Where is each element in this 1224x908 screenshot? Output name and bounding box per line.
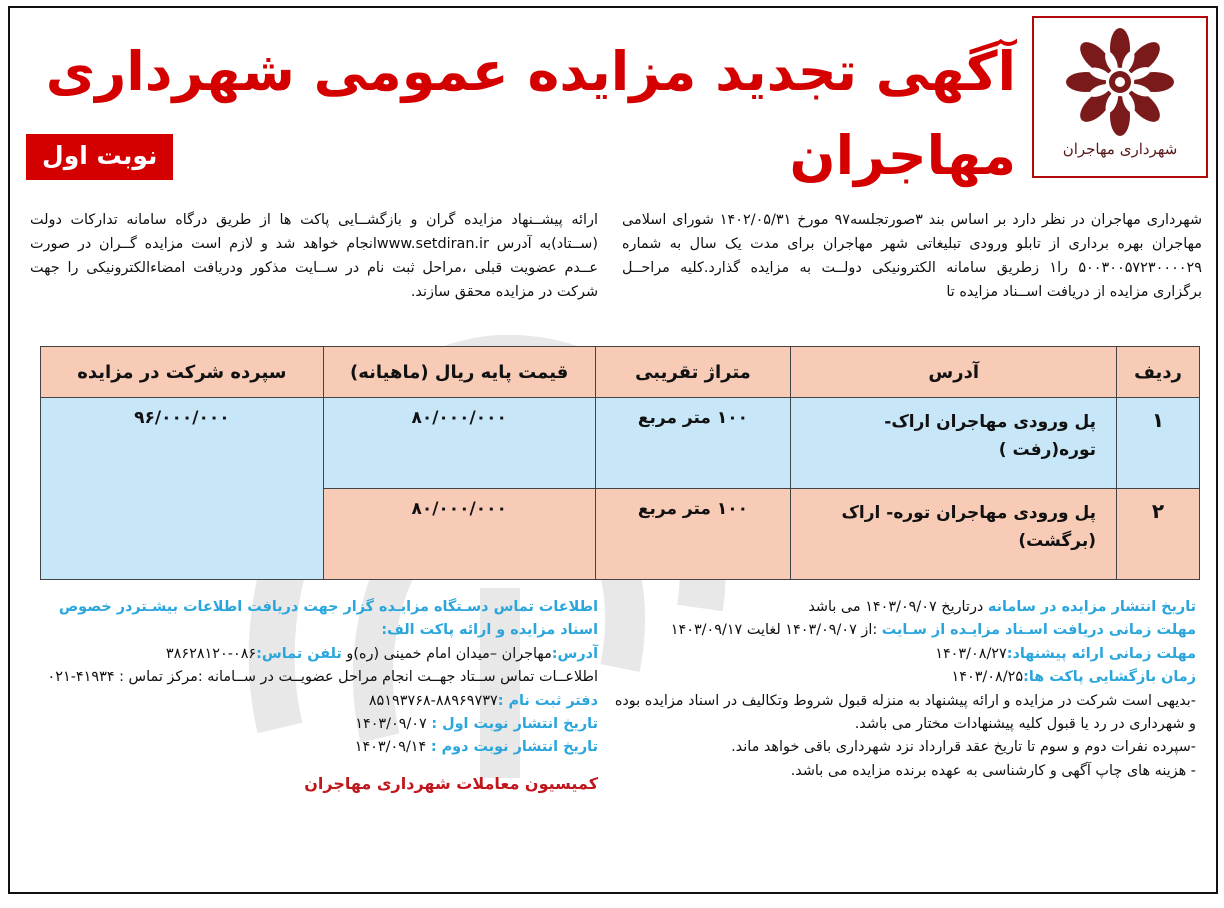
setad-contact-line: اطلاعــات تماس ســتاد جهــت انجام مراحل عضویــت در ســامانه :مرکز تماس : ۴۱۹۳۴-۰۲۱: [47, 669, 598, 686]
row-area: ۱۰۰ متر مربع: [595, 489, 791, 580]
first-publish-line: تاریخ انتشار نوبت اول : ۱۴۰۳/۰۹/۰۷: [355, 716, 598, 733]
publish-date-line: تاریخ انتشار مزایده در سامانه درتاریخ ۱۴۰۳/۰۹/۰۷ می باشد: [808, 599, 1196, 615]
row-address: پل ورودی مهاجران توره- اراک (برگشت): [791, 489, 1117, 580]
row-base-price: ۸۰/۰۰۰/۰۰۰: [323, 489, 595, 580]
turn-badge: نوبت اول: [26, 134, 173, 180]
intro-paragraph-right: شهرداری مهاجران در نظر دارد بر اساس بند ۳صورتجلسه۹۷ مورخ ۱۴۰۲/۰۵/۳۱ شورای اسلامی مهاجران بهره برداری از تابلو ورودی تبلیغاتی شهر مهاجران برای مدت یک سال به شماره ۵۰۰۳۰۰۵۷۲۳۰۰۰۰۲۹ را۱ زطریق سامانه الکترونیکی دولــت به مزایده گذارد.کلیه مراحــل برگزاری مزایده از دریافت اســناد مزایده تا: [622, 212, 1203, 300]
offer-deadline-line: مهلت زمانی ارائه پیشنهاد:۱۴۰۳/۰۸/۲۷: [935, 645, 1196, 662]
auction-table: [40, 346, 1200, 580]
rosette-icon: [1055, 24, 1185, 142]
contact-section: [24, 596, 598, 795]
dates-section: [610, 596, 1196, 783]
logo-text: شهرداری مهاجران: [1062, 140, 1178, 158]
row-number: ۱: [1117, 398, 1200, 489]
note-costs: - هزینه های چاپ آگهی و کارشناسی به عهده برنده مزایده می باشد.: [790, 762, 1196, 779]
row-address: پل ورودی مهاجران اراک- توره(رفت ): [791, 398, 1117, 489]
note-deposits: -سپرده نفرات دوم و سوم تا تاریخ عقد قرارداد نزد شهرداری باقی خواهد ماند.: [731, 739, 1196, 756]
header-address: آدرس: [791, 347, 1117, 398]
deposit-cell: ۹۶/۰۰۰/۰۰۰: [41, 398, 324, 580]
note-conditions: -بدیهی است شرکت در مزایده و ارائه پیشنهاد به منزله قبول شروط وتکالیف در اسناد مزایده بوده و شهرداری در رد یا قبول کلیه پیشنهادات مختار می باشد.: [614, 692, 1196, 733]
opening-date-line: زمان بازگشایی پاکت ها:۱۴۰۳/۰۸/۲۵: [951, 669, 1196, 686]
table-header-row: [41, 347, 1200, 398]
municipality-logo: [1032, 16, 1208, 178]
table-row: [41, 398, 1200, 489]
row-area: ۱۰۰ متر مربع: [595, 398, 791, 489]
header-row-number: ردیف: [1117, 347, 1200, 398]
row-base-price: ۸۰/۰۰۰/۰۰۰: [323, 398, 595, 489]
header-base-price: قیمت پایه ریال (ماهیانه): [323, 347, 595, 398]
registry-line: دفتر ثبت نام :۸۸۹۶۹۷۳۷-۸۵۱۹۳۷۶۸: [368, 692, 598, 709]
advertisement-page: [8, 6, 1218, 894]
intro-paragraph-left: ارائه پیشــنهاد مزایده گران و بازگشــایی پاکت ها از طریق درگاه سامانه تدارکات دولت (ســتاد)به آدرس www.setdiran.irانجام خواهد شد و لازم است مزایده گــران در صورت عــدم عضویت قبلی ،مراحل ثبت نام در ســایت مذکور ودریافت امضاءالکترونیکی را جهت شرکت در مزایده محقق سازند.: [30, 212, 598, 300]
page-title: آگهی تجدید مزایده عمومی شهرداری مهاجران: [45, 40, 1016, 187]
contact-heading: اطلاعات تماس دسـتگاه مزایـده گزار جهت دریافت اطلاعات بیشـتردر خصوص اسناد مزایده و ارائه پاکت الف:: [58, 599, 598, 639]
download-deadline-line: مهلت زمانی دریافت اسـناد مزایـده از سـایت :از ۱۴۰۳/۰۹/۰۷ لغایت ۱۴۰۳/۰۹/۱۷: [670, 622, 1196, 639]
row-number: ۲: [1117, 489, 1200, 580]
commission-signature: کمیسیون معاملات شهرداری مهاجران: [304, 773, 598, 793]
header-deposit: سپرده شرکت در مزایده: [41, 347, 324, 398]
address-line: آدرس:مهاجران –میدان امام خمینی (ره)و تلفن تماس:۰۸۶-۳۸۶۲۸۱۲۰: [165, 645, 598, 662]
second-publish-line: تاریخ انتشار نوبت دوم : ۱۴۰۳/۰۹/۱۴: [354, 739, 598, 756]
header-area: متراژ تقریبی: [595, 347, 791, 398]
